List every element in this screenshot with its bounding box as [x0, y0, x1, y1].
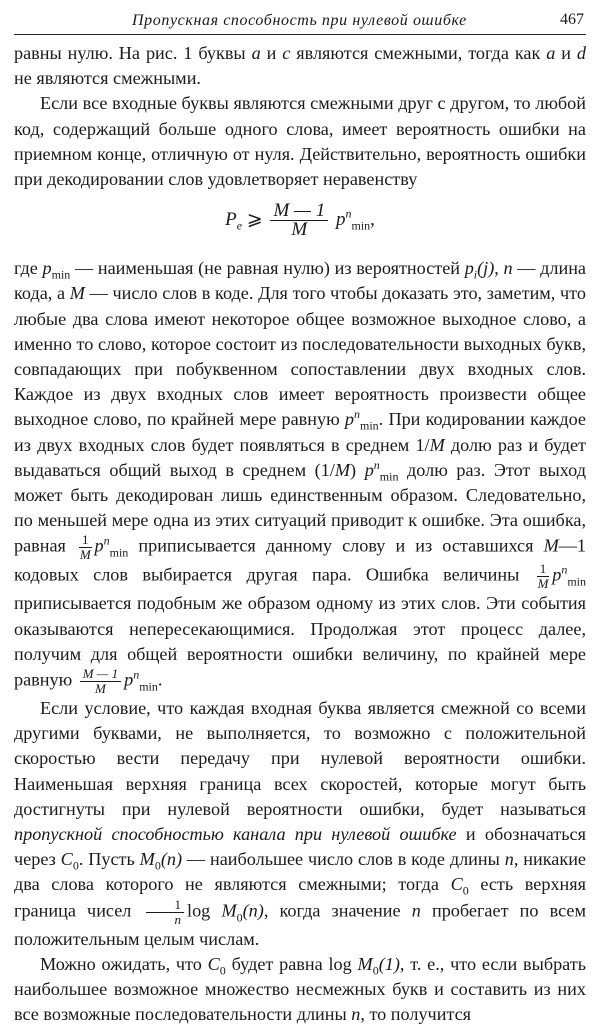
fraction-1-over-n: $\frac{1}{n}$ — [146, 898, 185, 927]
term-zero-error-capacity: пропускной способностью канала при нулевой ошибке — [14, 824, 457, 845]
formula-fraction: $\frac{M — 1}{M}$ — [270, 202, 328, 239]
fraction-1-over-M: $\frac{1}{M}$ — [79, 532, 91, 563]
page-number: 467 — [560, 11, 584, 28]
inequality-formula: $P_e$ ⩾ $\frac{M — 1}{M}$ $p^n_{min}$, — [225, 200, 375, 241]
body-text — [14, 41, 586, 1028]
paragraph-4: Если условие, что каждая входная буква является смежной со всеми другими буквами, не выполняется, то возможно с положительной скоростью вести передачу при нулевой вероятности ошибки. Наименьшая верхняя граница всех скоростей, которые могут быть достигнуты при нулевой вероятности ошибки, будет называться пропускной способностью канала при нулевой ошибке и обозначаться через $C_0$. Пусть $M_0(n)$ — наибольшее число слов в коде длины n, никакие два слова которого не являются смежными; тогда $C_0$ есть верхняя граница чисел $\frac{1}{n}$ $\log M_0(n)$, когда значение n пробегает по всем положительным целым числам. — [14, 698, 587, 949]
paragraph-3: где $p_{min}$ — наименьшая (не равная нулю) из вероятностей $p_i(j)$, n — длина кода, а M — число слов в коде. Для того чтобы доказать это, заметим, что любые два слова имеют некоторое общее возможное выходное слово, а именно то слово, которое состоит из последовательности выходных букв, совпадающих при побуквенном сопоставлении двух входных слов. Каждое из двух входных слов имеет вероятность произвести общее выходное слово, по крайней мере равную $p^n_{min}$. При кодировании каждое из двух входных слов будет появляться в среднем 1/M долю раз и будет выдаваться общий выход в среднем (1/M) $p^n_{min}$ долю раз. Этот выход может быть декодирован лишь единственным образом. Следовательно, по меньшей мере одна из этих ситуаций приводит к ошибке. Эта ошибка, равная $\frac{1}{M}$ $p^n_{min}$ приписывается данному слову и из оставшихся M—1 кодовых слов выбирается другая пара. Ошибка величины $\frac{1}{M}$ $p^n_{min}$ приписывается подобным же образом одному из этих слов. Эти события оказываются непересекающимися. Продолжая этот процесс далее, получим для общей вероятности ошибки величину, по крайней мере равную $\frac{M — 1}{M}$ $p^n_{min}$. — [14, 258, 586, 697]
paragraph-2: Если все входные буквы являются смежными друг с другом, то любой код, содержащий больше одного слова, имеет вероятность ошибки на приемном конце, отличную от нуля. Действительно, вероятность ошибки при декодировании слов удовлетворяет неравенству — [14, 93, 586, 190]
paragraph-5: Можно ожидать, что $C_0$ будет равна $\log M_0(1)$, т. е., что если выбрать наибольшее возможное множество несмежных букв и составить из них все возможные последовательности длины n, то получится — [14, 953, 587, 1025]
paragraph-1: равны нулю. На рис. 1 буквы a и c являются смежными, тогда как a и d не являются смежными. — [14, 43, 586, 89]
running-header — [14, 8, 586, 35]
running-title: Пропускная способность при нулевой ошибке — [132, 12, 467, 29]
fraction-1-over-M-2: $\frac{1}{M}$ — [537, 561, 549, 592]
fraction-M-minus-1-over-M: $\frac{M — 1}{M}$ — [80, 667, 121, 696]
